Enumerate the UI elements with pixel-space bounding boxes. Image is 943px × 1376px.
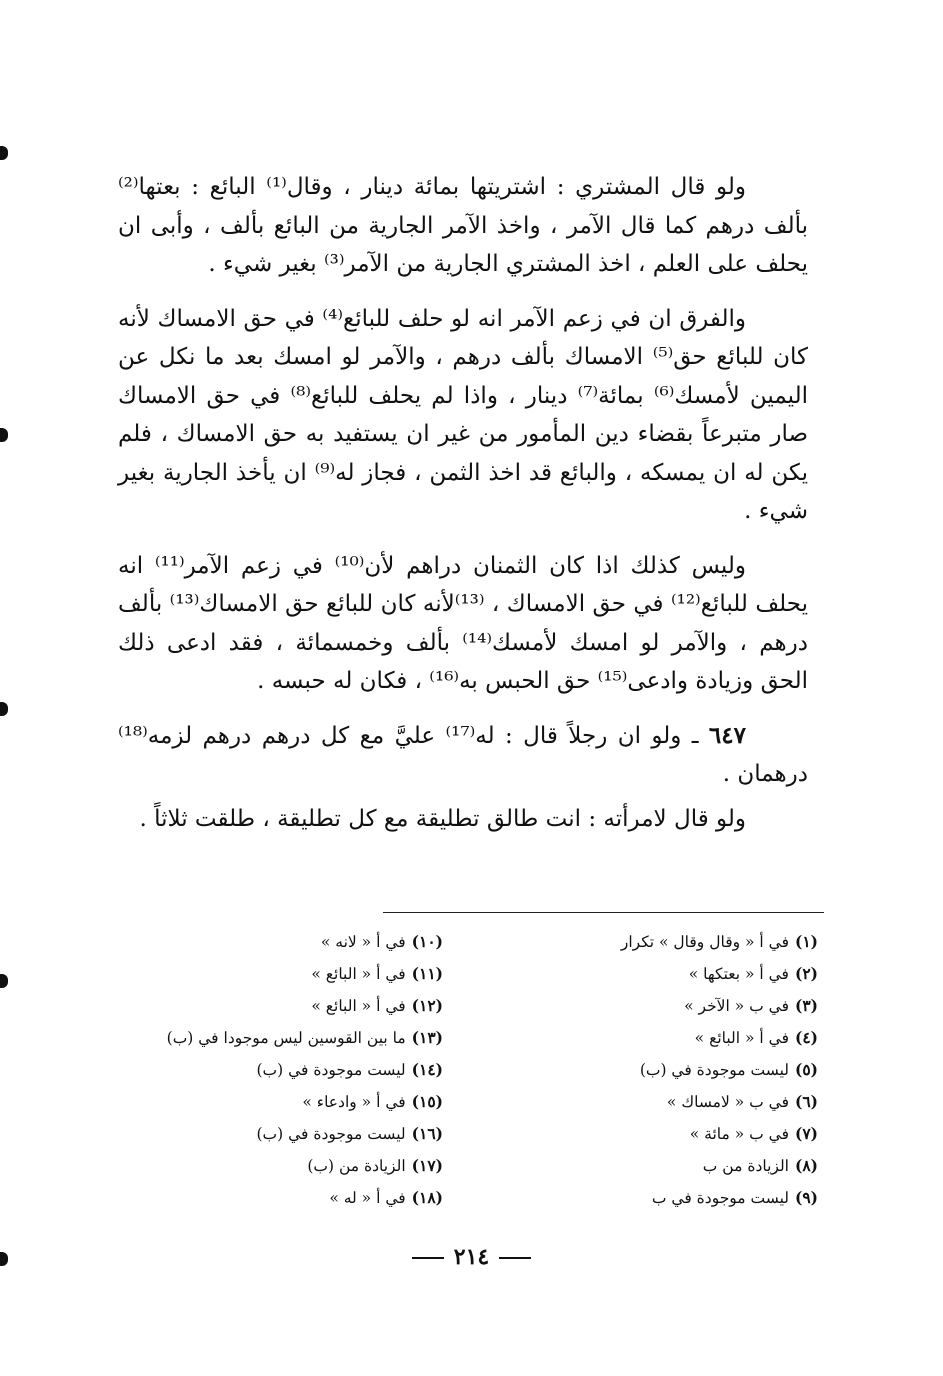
footnote-text: في ب « مائة » xyxy=(689,1125,789,1143)
page-number-dash xyxy=(412,1257,444,1259)
footnote xyxy=(83,958,443,990)
footnote-text: في أ « له » xyxy=(329,1189,406,1207)
edge-mark xyxy=(0,428,8,442)
footnote xyxy=(518,1150,818,1182)
footnote-text: ليست موجودة في (ب) xyxy=(639,1061,789,1079)
footnote-number: (١٢) xyxy=(411,996,443,1015)
footnote-text: ليست موجودة في (ب) xyxy=(256,1061,406,1079)
section-paragraph: ٦٤٧ ـ ولو ان رجلاً قال : له⁽¹⁷⁾ عليَّ مع كل درهم درهم لزمه⁽¹⁸⁾ درهمان . xyxy=(118,721,808,787)
footnote xyxy=(518,1022,818,1054)
footnote xyxy=(518,926,818,958)
footnote xyxy=(518,990,818,1022)
footnote-number: (١٥) xyxy=(411,1092,443,1111)
footnote xyxy=(83,1022,443,1054)
footnote-number: (١٣) xyxy=(411,1028,443,1047)
footnote-number: (١٦) xyxy=(411,1124,443,1143)
main-text xyxy=(118,168,808,854)
footnote-text: في أ « البائع » xyxy=(311,997,406,1015)
footnote-text: في أ « وادعاء » xyxy=(302,1093,406,1111)
footnote-number: (٥) xyxy=(794,1060,818,1079)
page-number xyxy=(0,1244,943,1270)
footnote xyxy=(83,990,443,1022)
footnote xyxy=(518,958,818,990)
footnote-text: الزيادة من ب xyxy=(702,1157,789,1175)
footnote-text: ما بين القوسين ليس موجودا في (ب) xyxy=(166,1029,406,1047)
edge-mark xyxy=(0,146,8,160)
footnote xyxy=(518,1086,818,1118)
footnote-text: ليست موجودة في (ب) xyxy=(256,1125,406,1143)
footnote xyxy=(518,1182,818,1214)
footnotes-left-column xyxy=(83,926,443,1214)
footnote-text: في أ « البائع » xyxy=(311,965,406,983)
section-number: ٦٤٧ xyxy=(708,721,746,749)
page-number-dash xyxy=(499,1257,531,1259)
footnote xyxy=(518,1054,818,1086)
footnote-text: في ب « الآخر » xyxy=(684,997,789,1015)
footnote xyxy=(83,1182,443,1214)
footnote-text: في أ « لانه » xyxy=(320,933,406,951)
paragraph-1: ولو قال المشتري : اشتريتها بمائة دينار ، وقال⁽¹⁾ البائع : بعتها⁽²⁾ بألف درهم كما قال الآمر ، واخذ الآمر الجارية من البائع بألف ، وأبى ان يحلف على العلم ، اخذ المشتري الجارية من الآمر⁽³⁾ بغير شيء . xyxy=(118,174,808,277)
footnote-number: (١) xyxy=(794,932,818,951)
footnote-number: (٩) xyxy=(794,1188,818,1207)
footnote-text: في أ « بعتكها » xyxy=(688,965,789,983)
section-text: ولو ان رجلاً قال : له⁽¹⁷⁾ عليَّ مع كل درهم درهم لزمه⁽¹⁸⁾ درهمان . xyxy=(118,722,808,787)
footnote-text: الزيادة من (ب) xyxy=(307,1157,406,1175)
footnote xyxy=(83,1118,443,1150)
footnote-text: ليست موجودة في ب xyxy=(651,1189,789,1207)
edge-mark xyxy=(0,974,8,988)
footnote-text: في أ « البائع » xyxy=(694,1029,789,1047)
footnote-text: في ب « لامساك » xyxy=(666,1093,789,1111)
last-paragraph: ولو قال لامرأته : انت طالق تطليقة مع كل تطليقة ، طلقت ثلاثاً . xyxy=(139,805,746,832)
footnotes-right-column xyxy=(518,926,818,1214)
footnote-number: (٨) xyxy=(794,1156,818,1175)
footnote-number: (٢) xyxy=(794,964,818,983)
footnote-number: (١٨) xyxy=(411,1188,443,1207)
footnote-number: (١٠) xyxy=(411,932,443,951)
paragraph-3: وليس كذلك اذا كان الثمنان دراهم لأن⁽¹⁰⁾ في زعم الآمر⁽¹¹⁾ انه يحلف للبائع⁽¹²⁾ في حق الامساك ، ⁽¹³⁾لأنه كان للبائع حق الامساك⁽¹³⁾ بألف درهم ، والآمر لو امسك لأمسك⁽¹⁴⁾ بألف وخمسمائة ، فقد ادعى ذلك الحق وزيادة وادعى⁽¹⁵⁾ حق الحبس به⁽¹⁶⁾ ، فكان له حبسه . xyxy=(118,552,809,694)
paragraph-2: والفرق ان في زعم الآمر انه لو حلف للبائع⁽⁴⁾ في حق الامساك لأنه كان للبائع حق⁽⁵⁾ الامساك بألف درهم ، والآمر لو امسك بعد ما نكل عن اليمين لأمسك⁽⁶⁾ بمائة⁽⁷⁾ دينار ، واذا لم يحلف للبائع⁽⁸⁾ في حق الامساك صار متبرعاً بقضاء دين المأمور من غير ان يستفيد به حق الامساك ، فلم يكن له ان يمسكه ، والبائع قد اخذ الثمن ، فجاز له⁽⁹⁾ ان يأخذ الجارية بغير شيء . xyxy=(118,305,809,524)
footnote-divider xyxy=(383,912,824,913)
footnote xyxy=(83,1054,443,1086)
footnote-number: (١٧) xyxy=(411,1156,443,1175)
footnote xyxy=(83,1150,443,1182)
footnote-number: (٤) xyxy=(794,1028,818,1047)
footnote-text: في أ « وقال وقال » تكرار xyxy=(620,933,789,951)
footnote xyxy=(518,1118,818,1150)
footnote xyxy=(83,1086,443,1118)
footnote-number: (٧) xyxy=(794,1124,818,1143)
page-number-value: ٢١٤ xyxy=(453,1244,490,1270)
footnote-number: (٦) xyxy=(794,1092,818,1111)
footnote-number: (١٤) xyxy=(411,1060,443,1079)
footnote-number: (٣) xyxy=(794,996,818,1015)
footnote xyxy=(83,926,443,958)
footnote-number: (١١) xyxy=(411,964,443,983)
edge-mark xyxy=(0,702,8,716)
